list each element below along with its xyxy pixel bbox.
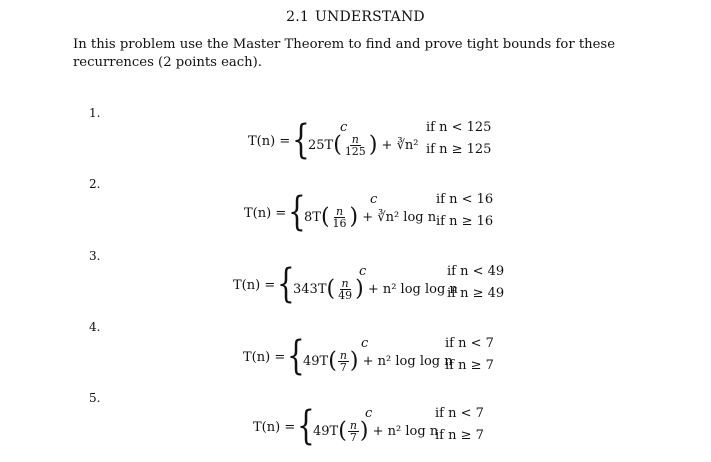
extra-term: + n² log log n xyxy=(367,282,458,297)
coefficient: 25T xyxy=(308,138,334,153)
base-condition: if n < 16 xyxy=(436,192,494,207)
base-value: c xyxy=(359,264,367,279)
denominator: 49 xyxy=(338,289,353,302)
coefficient: 8T xyxy=(304,210,321,225)
base-value: c xyxy=(370,192,378,207)
equation xyxy=(233,262,533,312)
extra-term: + ∛n² log n xyxy=(362,210,437,225)
extra-term: + n² log n xyxy=(372,424,439,439)
equation xyxy=(243,334,543,384)
problem-intro: In this problem use the Master Theorem to find and prove tight bounds for these recurrences (2 points each). xyxy=(73,37,616,70)
base-value: c xyxy=(365,406,373,421)
recursive-term: 8T( $\frac{n}{16}$ ) + ∛n² log n xyxy=(304,204,437,230)
recursive-term: 49T( $\frac{n}{7}$ ) + n² log n xyxy=(313,418,439,444)
base-value: c xyxy=(340,120,348,135)
brace-icon: { xyxy=(287,333,305,379)
equation xyxy=(248,118,548,168)
numerator: n xyxy=(336,205,344,218)
recursive-term: 343T( $\frac{n}{49}$ ) + n² log log n xyxy=(293,276,458,302)
fraction xyxy=(336,278,354,301)
fraction xyxy=(331,206,349,229)
recursive-condition: if n ≥ 16 xyxy=(436,214,494,229)
coefficient: 49T xyxy=(303,354,329,369)
extra-term: + ∛n² xyxy=(381,138,419,153)
denominator: 7 xyxy=(339,361,347,374)
equation xyxy=(244,190,544,240)
eq-lhs: T(n) = xyxy=(253,420,296,435)
base-condition: if n < 7 xyxy=(435,406,484,421)
problem-number: 1. xyxy=(89,106,101,120)
equation xyxy=(253,404,553,454)
coefficient: 49T xyxy=(313,424,339,439)
denominator: 125 xyxy=(344,145,366,158)
recursive-condition: if n ≥ 7 xyxy=(445,358,494,373)
problem-number: 4. xyxy=(89,320,101,334)
recursive-condition: if n ≥ 125 xyxy=(426,142,492,157)
recursive-term: 25T( $\frac{n}{125}$ ) + ∛n² xyxy=(308,132,419,158)
denominator: 16 xyxy=(332,217,347,230)
fraction xyxy=(343,134,368,157)
problem-number: 3. xyxy=(89,249,101,263)
fraction xyxy=(348,420,359,443)
eq-lhs: T(n) = xyxy=(233,278,276,293)
brace-icon: { xyxy=(297,403,315,449)
base-condition: if n < 125 xyxy=(426,120,492,135)
extra-term: + n² log log n xyxy=(362,354,453,369)
numerator: n xyxy=(349,419,357,432)
problem-number: 2. xyxy=(89,177,101,191)
recursive-term: 49T( $\frac{n}{7}$ ) + n² log log n xyxy=(303,348,453,374)
problem-number: 5. xyxy=(89,391,101,405)
eq-lhs: T(n) = xyxy=(244,206,287,221)
eq-lhs: T(n) = xyxy=(248,134,291,149)
base-condition: if n < 49 xyxy=(447,264,505,279)
base-condition: if n < 7 xyxy=(445,336,494,351)
section-number: 2.1 xyxy=(286,9,310,25)
eq-lhs: T(n) = xyxy=(243,350,286,365)
brace-icon: { xyxy=(277,261,295,307)
numerator: n xyxy=(339,349,347,362)
denominator: 7 xyxy=(349,431,357,444)
brace-icon: { xyxy=(292,117,310,163)
coefficient: 343T xyxy=(293,282,327,297)
recursive-condition: if n ≥ 7 xyxy=(435,428,484,443)
recursive-condition: if n ≥ 49 xyxy=(447,286,505,301)
section-heading xyxy=(0,9,711,25)
fraction xyxy=(338,350,349,373)
brace-icon: { xyxy=(288,189,306,235)
section-title: UNDERSTAND xyxy=(315,9,425,25)
base-value: c xyxy=(361,336,369,351)
numerator: n xyxy=(351,133,359,146)
numerator: n xyxy=(341,277,349,290)
